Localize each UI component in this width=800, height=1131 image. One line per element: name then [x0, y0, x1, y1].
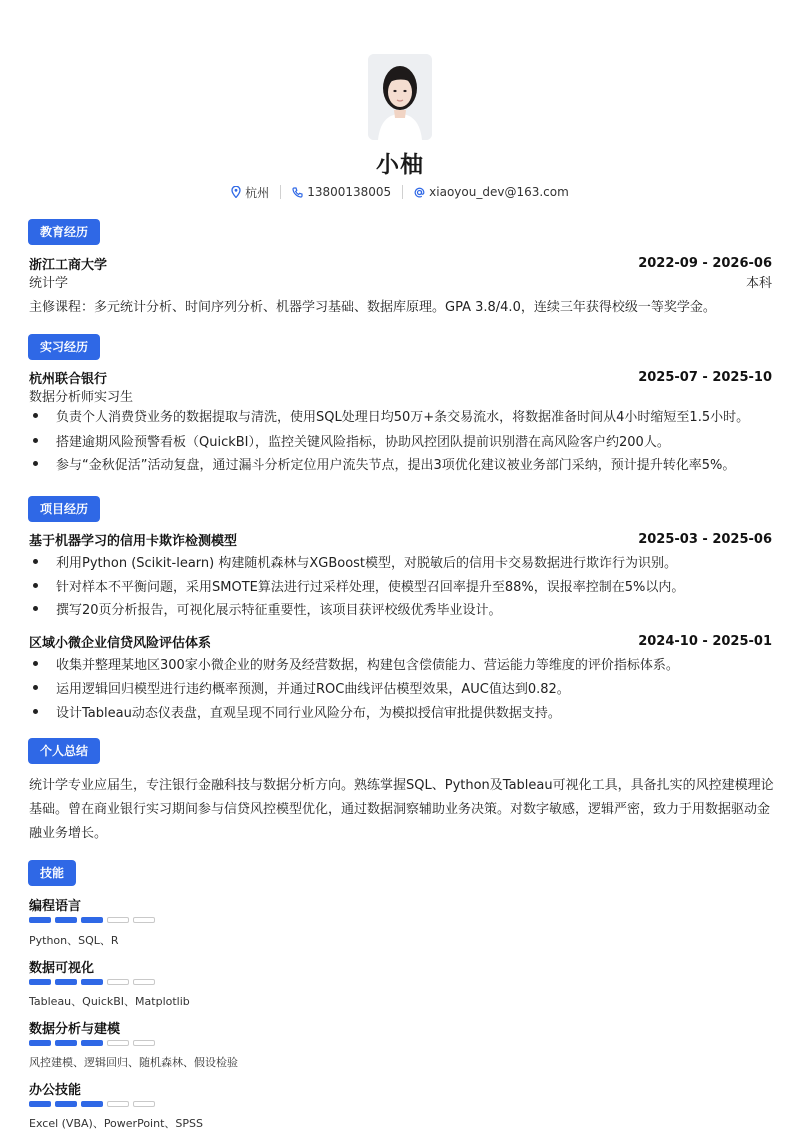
skill-segment-empty: [133, 917, 155, 923]
skill-segment-empty: [133, 1101, 155, 1107]
skill-segment-filled: [29, 1101, 51, 1107]
skill-segment-empty: [107, 1040, 129, 1046]
skill-name: 数据可视化: [29, 961, 95, 976]
at-sign-icon: [414, 187, 425, 198]
location-pin-icon: [231, 186, 241, 198]
skill-detail: Tableau、QuickBI、Matplotlib: [29, 995, 190, 1008]
bullet-text: 负责个人消费贷业务的数据提取与清洗，使用SQL处理日均50万+条交易流水，将数据准备时间从4小时缩短至1.5小时。: [56, 410, 750, 425]
profile-photo: [368, 54, 432, 140]
education-period: 2022-09 - 2026-06: [638, 256, 772, 271]
skill-segment-filled: [81, 1040, 103, 1046]
list-item: [29, 576, 779, 595]
project-header: [29, 632, 772, 651]
skill-segment-empty: [133, 1040, 155, 1046]
bullet-dot: [33, 606, 38, 611]
section-tag-skills: 技能: [28, 860, 76, 886]
list-item: [29, 454, 779, 473]
bullet-dot: [33, 559, 38, 564]
list-item: [29, 678, 779, 697]
company-name: 杭州联合银行: [29, 372, 108, 387]
skill-segment-empty: [107, 917, 129, 923]
skill-name: 编程语言: [29, 899, 82, 914]
courses: 主修课程：多元统计分析、时间序列分析、机器学习基础、数据库原理。GPA 3.8/4.0，连续三年获得校级一等奖学金。: [29, 300, 716, 315]
skill-segment-filled: [81, 1101, 103, 1107]
project-period: 2024-10 - 2025-01: [638, 634, 772, 649]
skill-segment-empty: [107, 1101, 129, 1107]
school-name: 浙江工商大学: [29, 258, 108, 273]
bullet-text: 收集并整理某地区300家小微企业的财务及经营数据，构建包含偿债能力、营运能力等维度的评价指标体系。: [56, 658, 679, 673]
skill-segment-empty: [107, 979, 129, 985]
avatar-illustration: [368, 54, 432, 140]
bullet-dot: [33, 709, 38, 714]
skill-segment-filled: [81, 917, 103, 923]
bullet-text: 撰写20页分析报告，可视化展示特征重要性，该项目获评校级优秀毕业设计。: [56, 603, 502, 618]
bullet-text: 针对样本不平衡问题，采用SMOTE算法进行过采样处理，使模型召回率提升至88%，误报率控制在5%以内。: [56, 580, 685, 595]
skill-segment-filled: [55, 1101, 77, 1107]
skill-name: 数据分析与建模: [29, 1022, 121, 1037]
skill-detail: Python、SQL、R: [29, 934, 119, 947]
skill-segment-filled: [55, 917, 77, 923]
internship-period: 2025-07 - 2025-10: [638, 370, 772, 385]
list-item: [29, 599, 779, 618]
education-header: [29, 254, 772, 273]
skill-level-bar: [29, 1101, 155, 1107]
summary-text: 统计学专业应届生，专注银行金融科技与数据分析方向。熟练掌握SQL、Python及Tableau可视化工具，具备扎实的风控建模理论基础。曾在商业银行实习期间参与信贷风控模型优化，通过数据洞察辅助业务决策。对数字敏感，逻辑严密，致力于用数据驱动金融业务增长。: [29, 778, 774, 841]
internship-header: [29, 368, 772, 387]
bullet-text: 利用Python (Scikit-learn) 构建随机森林与XGBoost模型，对脱敏后的信用卡交易数据进行欺诈行为识别。: [56, 556, 678, 571]
bullet-text: 运用逻辑回归模型进行违约概率预测，并通过ROC曲线评估模型效果，AUC值达到0.82。: [56, 682, 570, 697]
bullet-text: 设计Tableau动态仪表盘，直观呈现不同行业风险分布，为模拟授信审批提供数据支持。: [56, 706, 561, 721]
bullet-dot: [33, 438, 38, 443]
list-item: [29, 552, 779, 571]
education-subheader: [29, 272, 772, 291]
list-item: [29, 431, 779, 450]
list-item: [29, 654, 779, 673]
phone-text[interactable]: 13800138005: [307, 185, 392, 199]
skill-segment-filled: [29, 979, 51, 985]
skill-segment-filled: [29, 917, 51, 923]
skill-segment-filled: [81, 979, 103, 985]
bullet-dot: [33, 583, 38, 588]
project-header: [29, 530, 772, 549]
section-tag-internship: 实习经历: [28, 334, 100, 360]
project-period: 2025-03 - 2025-06: [638, 532, 772, 547]
skill-segment-filled: [55, 1040, 77, 1046]
bullet-text: 搭建逾期风险预警看板（QuickBI），监控关键风险指标，协助风控团队提前识别潜在高风险客户约200人。: [56, 435, 670, 450]
contact-email: [414, 185, 569, 199]
skill-level-bar: [29, 979, 155, 985]
skill-level-bar: [29, 917, 155, 923]
section-tag-education: 教育经历: [28, 219, 100, 245]
skill-segment-filled: [29, 1040, 51, 1046]
internship-role: 数据分析师实习生: [29, 390, 134, 405]
phone-icon: [292, 187, 303, 198]
candidate-name: 小柚: [376, 152, 424, 178]
contact-row: [0, 184, 800, 200]
project-title: 区域小微企业信贷风险评估体系: [29, 636, 212, 651]
skill-detail: Excel (VBA)、PowerPoint、SPSS: [29, 1117, 203, 1130]
section-tag-projects: 项目经历: [28, 496, 100, 522]
degree: 本科: [745, 276, 772, 291]
bullet-dot: [33, 661, 38, 666]
email-text[interactable]: xiaoyou_dev@163.com: [429, 185, 569, 199]
skill-level-bar: [29, 1040, 155, 1046]
bullet-dot: [33, 685, 38, 690]
contact-city: [231, 184, 269, 201]
skill-name: 办公技能: [29, 1083, 82, 1098]
section-tag-summary: 个人总结: [28, 738, 100, 764]
contact-separator: [402, 185, 403, 199]
bullet-dot: [33, 461, 38, 466]
bullet-dot: [33, 413, 38, 418]
project-title: 基于机器学习的信用卡欺诈检测模型: [29, 534, 238, 549]
skill-detail: 风控建模、逻辑回归、随机森林、假设检验: [29, 1056, 238, 1069]
contact-phone: [292, 185, 391, 199]
major: 统计学: [29, 276, 69, 291]
skill-segment-filled: [55, 979, 77, 985]
contact-separator: [280, 185, 281, 199]
skill-segment-empty: [133, 979, 155, 985]
city-text: 杭州: [245, 185, 270, 200]
list-item: [29, 406, 779, 425]
bullet-text: 参与“金秋促活”活动复盘，通过漏斗分析定位用户流失节点，提出3项优化建议被业务部门采纳，预计提升转化率5%。: [56, 458, 736, 473]
list-item: [29, 702, 779, 721]
